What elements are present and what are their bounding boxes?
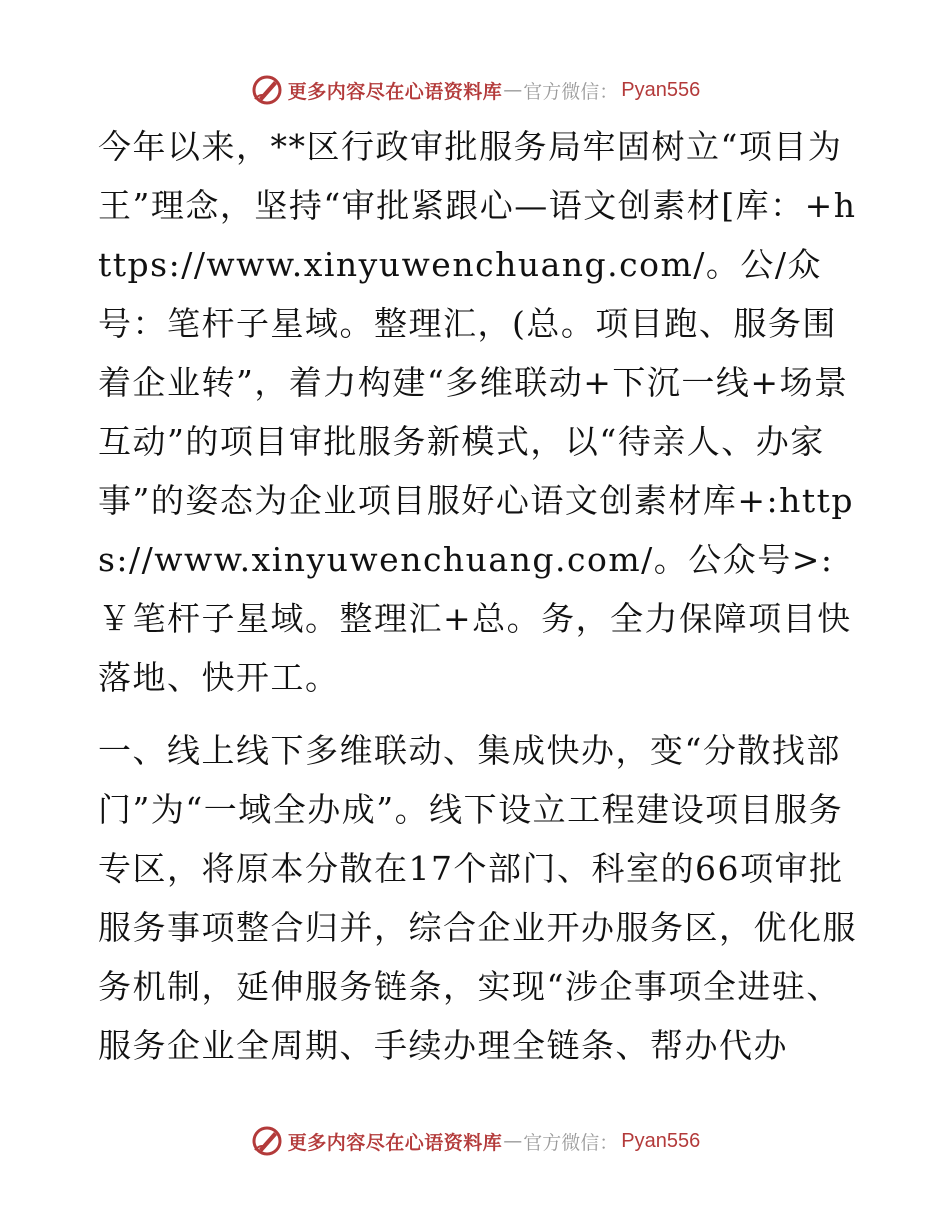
- paragraph-intro: 今年以来，**区行政审批服务局牢固树立“项目为王”理念，坚持“审批紧跟心—语文创素材[库：+https://www.xinyuwenchuang.com/。公/众号：笔杆子星域。整理汇，(总。项目跑、服务围着企业转”，着力构建“多维联动+下沉一线+场景互动”的项目审批服务新模式，以“待亲人、办家事”的姿态为企业项目服好心语文创素材库+:https://www.xinyuwenchuang.com/。公众号>:￥笔杆子星域。整理汇+总。务，全力保障项目快落地、快开工。: [98, 127, 857, 697]
- paragraph-section-one: 一、线上线下多维联动、集成快办，变“分散找部门”为“一域全办成”。线下设立工程建设项目服务专区，将原本分散在17个部门、科室的66项审批服务事项整合归并，综合企业开办服务区，优化服务机制，延伸服务链条，实现“涉企事项全进驻、服务企业全周期、手续办理全链条、帮办代办: [98, 731, 857, 1065]
- header-banner: [0, 70, 950, 110]
- banner-brand-text: 更多内容尽在心语资料库: [287, 80, 503, 103]
- footer-banner: [0, 1121, 950, 1161]
- banner-brand-text: 更多内容尽在心语资料库: [287, 1131, 503, 1154]
- banner-separator: —: [503, 1130, 523, 1152]
- banner-wechat-id: Pyan556: [621, 1129, 701, 1152]
- document-body: [98, 117, 858, 1075]
- banner-separator: —: [503, 79, 523, 101]
- brand-logo-icon: [250, 73, 284, 107]
- banner-wechat-id: Pyan556: [621, 78, 701, 101]
- banner-wechat-label: 官方微信：: [523, 80, 619, 103]
- banner-wechat-label: 官方微信：: [523, 1131, 619, 1154]
- brand-logo-icon: [250, 1124, 284, 1158]
